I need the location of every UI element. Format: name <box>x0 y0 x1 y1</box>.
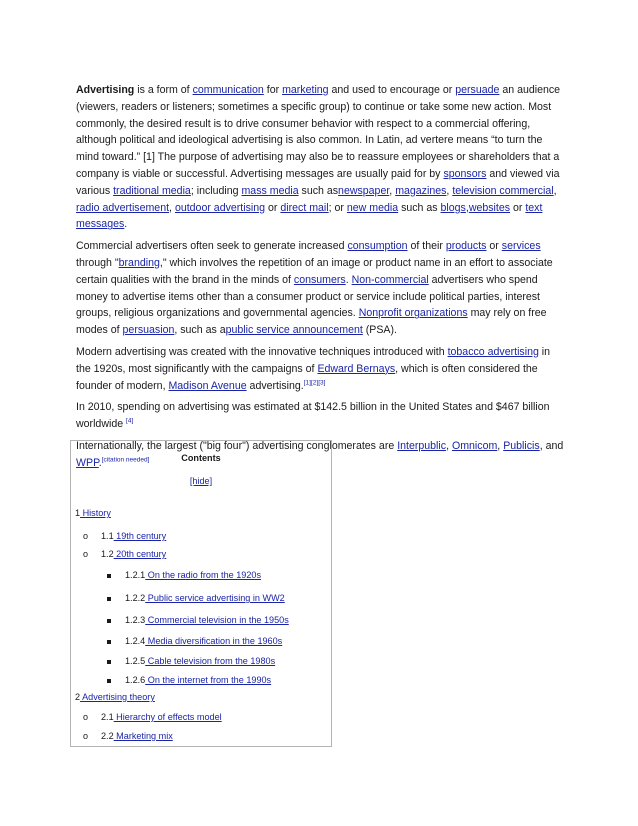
toc-link[interactable]: 20th century <box>113 549 167 559</box>
toc-number: 2.2 <box>101 731 114 741</box>
toc-item[interactable] <box>125 570 261 580</box>
link-persuasion[interactable]: persuasion <box>122 324 175 337</box>
text: . <box>98 456 102 469</box>
toc-item[interactable] <box>125 636 282 646</box>
text: may rely on free modes of <box>76 307 547 337</box>
text: Internationally, the largest ("big four") advertising conglomerates are <box>76 439 398 452</box>
text: , <box>446 184 453 197</box>
text: of their <box>407 240 446 253</box>
toc-item[interactable] <box>101 731 173 741</box>
text: in the 1920s, most significantly with the campaigns of <box>76 345 551 375</box>
text: such as <box>298 184 339 197</box>
toc-hide-link[interactable]: [hide] <box>189 476 213 486</box>
text: , and <box>539 439 564 452</box>
toc-item[interactable] <box>125 615 289 625</box>
link-interpublic[interactable]: Interpublic <box>397 439 447 452</box>
toc-item[interactable] <box>125 656 275 666</box>
citation-refs <box>304 379 326 386</box>
toc-item[interactable] <box>101 712 222 722</box>
toc-number: 1.2 <box>101 549 114 559</box>
link-non-commercial[interactable]: Non-commercial <box>351 273 429 286</box>
toc-link[interactable]: Advertising theory <box>80 692 155 702</box>
link-websites[interactable]: websites <box>468 201 511 214</box>
link-new-media[interactable]: new media <box>346 201 399 214</box>
toc-item[interactable] <box>101 549 166 559</box>
link-products[interactable]: products <box>445 240 487 253</box>
toc-number: 1.2.6 <box>125 675 146 685</box>
circle-bullet-icon: o <box>83 549 89 559</box>
toc-number: 1.2.5 <box>125 656 146 666</box>
citation-link[interactable]: [1][2][3] <box>303 379 326 387</box>
text: , <box>465 201 469 214</box>
link-consumers[interactable]: consumers <box>293 273 346 286</box>
square-bullet-icon <box>107 597 111 601</box>
paragraph-intro <box>76 82 566 233</box>
link-traditional-media[interactable]: traditional media <box>113 184 191 197</box>
link-blogs[interactable]: blogs <box>440 201 466 214</box>
toc-link[interactable]: History <box>80 508 111 518</box>
text: , <box>169 201 175 214</box>
toc-link[interactable]: On the radio from the 1920s <box>145 570 261 580</box>
link-mass-media[interactable]: mass media <box>241 184 299 197</box>
link-omnicom[interactable]: Omnicom <box>451 439 498 452</box>
circle-bullet-icon: o <box>83 531 89 541</box>
text: Modern advertising was created with the innovative techniques introduced with <box>76 345 448 358</box>
text: and viewed via various <box>76 167 560 197</box>
toc-link[interactable]: Marketing mix <box>113 731 173 741</box>
link-consumption[interactable]: consumption <box>347 240 408 253</box>
text: is a form of <box>134 84 193 96</box>
text: advertisers who spend money to advertise items other than a consumer product or service include political parties, interest groups, religious organizations and governmental agencies. <box>76 273 540 320</box>
toc-number: 1.2.3 <box>125 615 146 625</box>
paragraph-modern <box>76 344 566 394</box>
square-bullet-icon <box>107 679 111 683</box>
text: . <box>124 218 128 231</box>
text: (PSA). <box>362 324 397 337</box>
link-outdoor-advertising[interactable]: outdoor advertising <box>174 201 266 214</box>
link-sponsors[interactable]: sponsors <box>443 167 487 180</box>
toc-number: 1.1 <box>101 531 114 541</box>
link-madison-avenue[interactable]: Madison Avenue <box>168 379 247 392</box>
link-edward-bernays[interactable]: Edward Bernays <box>317 362 396 375</box>
square-bullet-icon <box>107 619 111 623</box>
toc-hide-toggle <box>71 476 331 486</box>
link-services[interactable]: services <box>501 240 541 253</box>
link-direct-mail[interactable]: direct mail <box>280 201 329 214</box>
link-wpp[interactable]: WPP <box>76 456 99 469</box>
toc-link[interactable]: Public service advertising in WW2 <box>145 593 285 603</box>
toc-number: 2.1 <box>101 712 114 722</box>
citation-link[interactable]: [citation needed] <box>101 456 150 464</box>
text: , <box>389 184 396 197</box>
table-of-contents <box>70 440 332 747</box>
paragraph-commercial <box>76 238 566 339</box>
link-text-messages[interactable]: text messages <box>76 201 543 231</box>
square-bullet-icon <box>107 640 111 644</box>
link-marketing[interactable]: marketing <box>282 84 329 96</box>
text: , which is often considered the founder of modern, <box>76 362 538 392</box>
text: or <box>510 201 526 214</box>
toc-item[interactable] <box>75 692 155 702</box>
toc-number: 1.2.4 <box>125 636 146 646</box>
link-newspaper[interactable]: newspaper <box>338 184 390 197</box>
text: advertising. <box>246 379 304 392</box>
toc-link[interactable]: On the internet from the 1990s <box>145 675 272 685</box>
text: or <box>486 240 502 253</box>
square-bullet-icon <box>107 574 111 578</box>
text: for <box>263 84 283 96</box>
text: ; including <box>190 184 242 197</box>
link-publicis[interactable]: Publicis <box>503 439 540 452</box>
link-magazines[interactable]: magazines <box>395 184 447 197</box>
link-radio-advertisement[interactable]: radio advertisement <box>76 201 170 214</box>
text: In 2010, spending on advertising was estimated at $142.5 billion in the United States and $467 billion worldwide <box>76 401 550 431</box>
link-public-service-announcement[interactable]: public service announcement <box>225 324 363 337</box>
circle-bullet-icon: o <box>83 731 89 741</box>
text: , <box>446 439 452 452</box>
toc-item[interactable] <box>101 531 166 541</box>
link-tobacco-advertising[interactable]: tobacco advertising <box>447 345 539 358</box>
text: , <box>497 439 504 452</box>
link-nonprofit-organizations[interactable]: Nonprofit organizations <box>358 307 468 320</box>
paragraph-spending <box>76 399 566 433</box>
bold-term: Advertising <box>76 84 135 96</box>
text: through " <box>76 256 119 269</box>
toc-number: 1.2.2 <box>125 593 146 603</box>
text: . <box>345 273 352 286</box>
link-television-commercial[interactable]: television commercial <box>452 184 554 197</box>
toc-item[interactable] <box>125 593 285 603</box>
toc-link[interactable]: Commercial television in the 1950s <box>145 615 289 625</box>
toc-link[interactable]: Hierarchy of effects model <box>113 712 222 722</box>
text: Commercial advertisers often seek to generate increased <box>76 240 348 253</box>
link-communication[interactable]: communication <box>192 84 264 96</box>
square-bullet-icon <box>107 660 111 664</box>
citation-refs <box>126 418 133 425</box>
citation-link[interactable]: [4] <box>126 417 134 425</box>
toc-link[interactable]: Cable television from the 1980s <box>145 656 276 666</box>
toc-link[interactable]: 19th century <box>113 531 167 541</box>
text: such as <box>398 201 441 214</box>
article-body <box>76 82 566 477</box>
text: , such as a <box>174 324 226 337</box>
link-persuade[interactable]: persuade <box>455 84 500 96</box>
toc-number: 1 <box>75 508 81 518</box>
text: or <box>265 201 281 214</box>
text: an audience (viewers, readers or listeners; sometimes a specific group) to continue or take some new action. Most commonly, the desired result is to drive consumer behavior with respect to a commercial offering, although political and ideological advertising is also common. In Latin, ad vertere means “to turn the mind toward.” [1] The purpose of advertising may also be to reassure employees or shareholders that a company is viable or successful. Advertising messages are usually paid for by <box>76 84 561 180</box>
text: ," which involves the repetition of an image or product name in an effort to associate certain qualities with the brand in the minds of <box>76 256 553 286</box>
text: ; or <box>328 201 347 214</box>
text: and used to encourage or <box>328 84 456 96</box>
link-branding[interactable]: branding <box>118 256 160 269</box>
toc-number: 2 <box>75 692 81 702</box>
toc-item[interactable] <box>125 675 271 685</box>
toc-item[interactable] <box>75 508 111 518</box>
circle-bullet-icon: o <box>83 712 89 722</box>
toc-number: 1.2.1 <box>125 570 146 580</box>
toc-link[interactable]: Media diversification in the 1960s <box>145 636 283 646</box>
text: , <box>553 184 557 197</box>
toc-title: Contents <box>181 453 221 463</box>
